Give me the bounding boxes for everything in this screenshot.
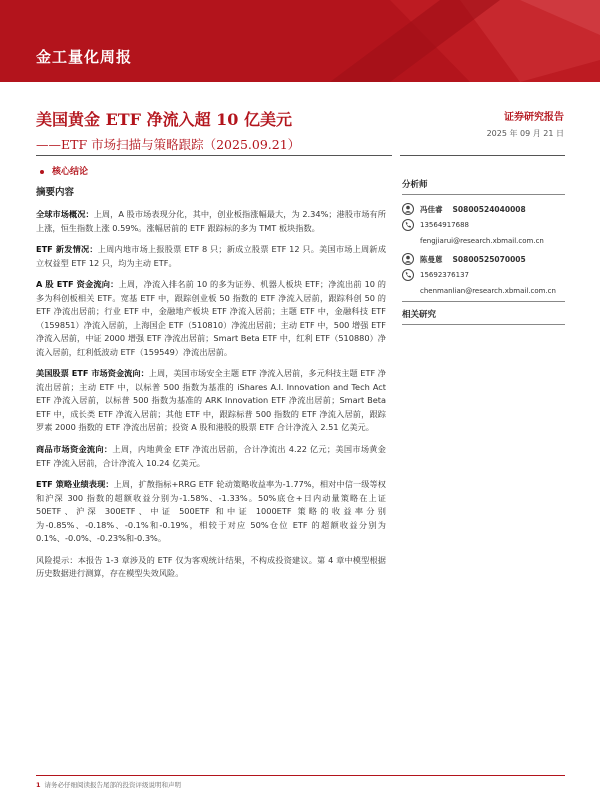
paragraph-text: 上周，净流入排名前 10 的多为证券、机器人板块 ETF；净流出前 10 的多为科创板相关 ETF。宽基 ETF 中，跟踪创业板 50 指数的 ETF 净流入居前，跟踪科创 50 的 ETF 净流出居前；行业 ETF 中，金融地产板块 ETF 净流入居前；主题 ETF 中，金融科技 ETF（159851）净流入居前，上海国企 ETF（510810）净流出居前；主动 ETF 中，500 增强 ETF 净流入居前，中证 2000 增强 ETF 净流出居前；Smart Beta ETF 中，红利 ETF（510880）净流入居前，红利低波动 ETF（159549）净流出居前。 — [36, 279, 386, 357]
footer-disclaimer: 请务必仔细阅读报告尾部的投资评级说明和声明 — [44, 781, 182, 789]
paragraph-lead: ETF 策略业绩表现： — [36, 479, 114, 490]
sidebar-divider — [402, 301, 565, 302]
paragraph-lead: ETF 新发情况： — [36, 244, 98, 255]
analysts-heading: 分析师 — [402, 180, 428, 190]
analyst-card — [402, 201, 565, 249]
report-type: 证券研究报告 — [504, 112, 564, 123]
title-divider-right — [400, 155, 565, 156]
analyst-phone-row — [402, 267, 565, 283]
core-conclusion-text: 核心结论 — [52, 167, 89, 177]
analyst-email-row — [402, 233, 565, 249]
report-date: 2025 年 09 月 21 日 — [486, 129, 564, 138]
paragraph-text: 上周，美国市场安全主题 ETF 净流入居前，多元科技主题 ETF 净流出居前；主动 ETF 中，以标普 500 指数为基准的 iShares A.I. Innovation and Tech Act ETF 净流入居前，以标普 500 指数为基准的 ARK Innovation ETF 净流出居前；Smart Beta ETF 中，成长类 ETF 净流入居前；其他 ETF 中，跟踪标普 500 指数的 ETF 净流入居前，跟踪罗素 2000 指数的 ETF 净流出居前；投资 A 股和港股的股票 ETF 合计净流入 2.51 亿美元。 — [36, 368, 386, 433]
page-number: 1 — [36, 781, 41, 789]
paragraph-lead: 全球市场概况： — [36, 209, 94, 219]
header-banner — [0, 0, 600, 82]
summary-content — [36, 184, 386, 589]
analyst-license: S0800525070005 — [452, 254, 526, 264]
paragraph-lead: 美国股票 ETF 市场资金流向： — [36, 368, 149, 379]
paragraph-text: 上周，A 股市场表现分化，其中，创业板指涨幅最大，为 2.34%；港股市场有所上涨，恒生指数上涨 0.59%。涨幅居前的 ETF 跟踪标的多为 TMT 板块指数。 — [36, 209, 386, 233]
banner-title: 金工量化周报 — [36, 48, 133, 66]
analyst-name: 陈曼蒽 — [420, 254, 443, 264]
paragraph-text: 上周，扩散指标+RRG ETF 轮动策略收益率为-1.77%，相对中信一级等权和沪深 300 指数的超额收益分别为-1.58%、-1.33%。50%底仓+日内动量策略在上证 50ETF、沪深 300ETF、中证 500ETF 和中证 1000ETF 策略的收益率分别为-0.85%、-0.18%、-0.1%和-0.19%，相较于对应 50%仓位 ETF 的超额收益分别为 0.1%、-0.0%、-0.23%和-0.3%。 — [36, 479, 386, 544]
phone-icon — [402, 219, 414, 231]
summary-paragraph-market — [36, 208, 386, 235]
analyst-phone-row — [402, 217, 565, 233]
analyst-license: S0800524040008 — [452, 204, 526, 214]
banner-decoration — [270, 0, 600, 82]
summary-paragraph-commodity-flow — [36, 443, 386, 470]
summary-paragraph-a-share-flow — [36, 278, 386, 359]
related-research-heading: 相关研究 — [402, 310, 437, 320]
footer-divider — [36, 775, 565, 776]
footer — [36, 780, 181, 789]
summary-heading: 摘要内容 — [36, 187, 75, 198]
person-icon — [402, 203, 414, 215]
core-conclusion-label — [40, 164, 88, 177]
analyst-phone: 13564917688 — [420, 221, 469, 229]
summary-paragraph-us-flow — [36, 367, 386, 435]
report-subtitle: ——ETF 市场扫描与策略跟踪（2025.09.21） — [36, 137, 301, 152]
analyst-email-row — [402, 283, 565, 299]
paragraph-text: 上周内地市场上报股票 ETF 8 只；新成立股票 ETF 12 只。美国市场上周新成立权益型 ETF 12 只，均为主动 ETF。 — [36, 244, 387, 268]
summary-paragraph-new-etf — [36, 243, 386, 270]
analyst-phone: 15692376137 — [420, 271, 469, 279]
paragraph-lead: A 股 ETF 资金流向： — [36, 279, 119, 290]
sidebar-divider — [402, 324, 565, 325]
phone-icon — [402, 269, 414, 281]
sidebar-divider — [402, 194, 565, 195]
analyst-name: 冯佳睿 — [420, 204, 443, 214]
analyst-name-row — [402, 201, 565, 217]
summary-paragraph-strategy — [36, 478, 386, 546]
paragraph-text: 上周，内地黄金 ETF 净流出居前，合计净流出 4.22 亿元；美国市场黄金 ETF 净流入居前，合计净流入 10.24 亿美元。 — [36, 443, 386, 468]
analyst-card — [402, 251, 565, 299]
sidebar — [402, 178, 565, 331]
analyst-email[interactable]: fengjiarui@research.xbmail.com.cn — [420, 237, 544, 245]
summary-paragraph-risk — [36, 554, 386, 581]
bullet-dot-icon — [40, 170, 44, 174]
paragraph-text: 风险提示：本报告 1-3 章涉及的 ETF 仅为客观统计结果，不构成投资建议。第 4 章中模型根据历史数据进行测算，存在模型失效风险。 — [36, 554, 386, 579]
paragraph-lead: 商品市场资金流向： — [36, 443, 113, 454]
analyst-email[interactable]: chenmanlian@research.xbmail.com.cn — [420, 287, 556, 295]
report-title: 美国黄金 ETF 净流入超 10 亿美元 — [36, 110, 293, 129]
title-divider-left — [36, 155, 392, 156]
analyst-name-row — [402, 251, 565, 267]
person-icon — [402, 253, 414, 265]
